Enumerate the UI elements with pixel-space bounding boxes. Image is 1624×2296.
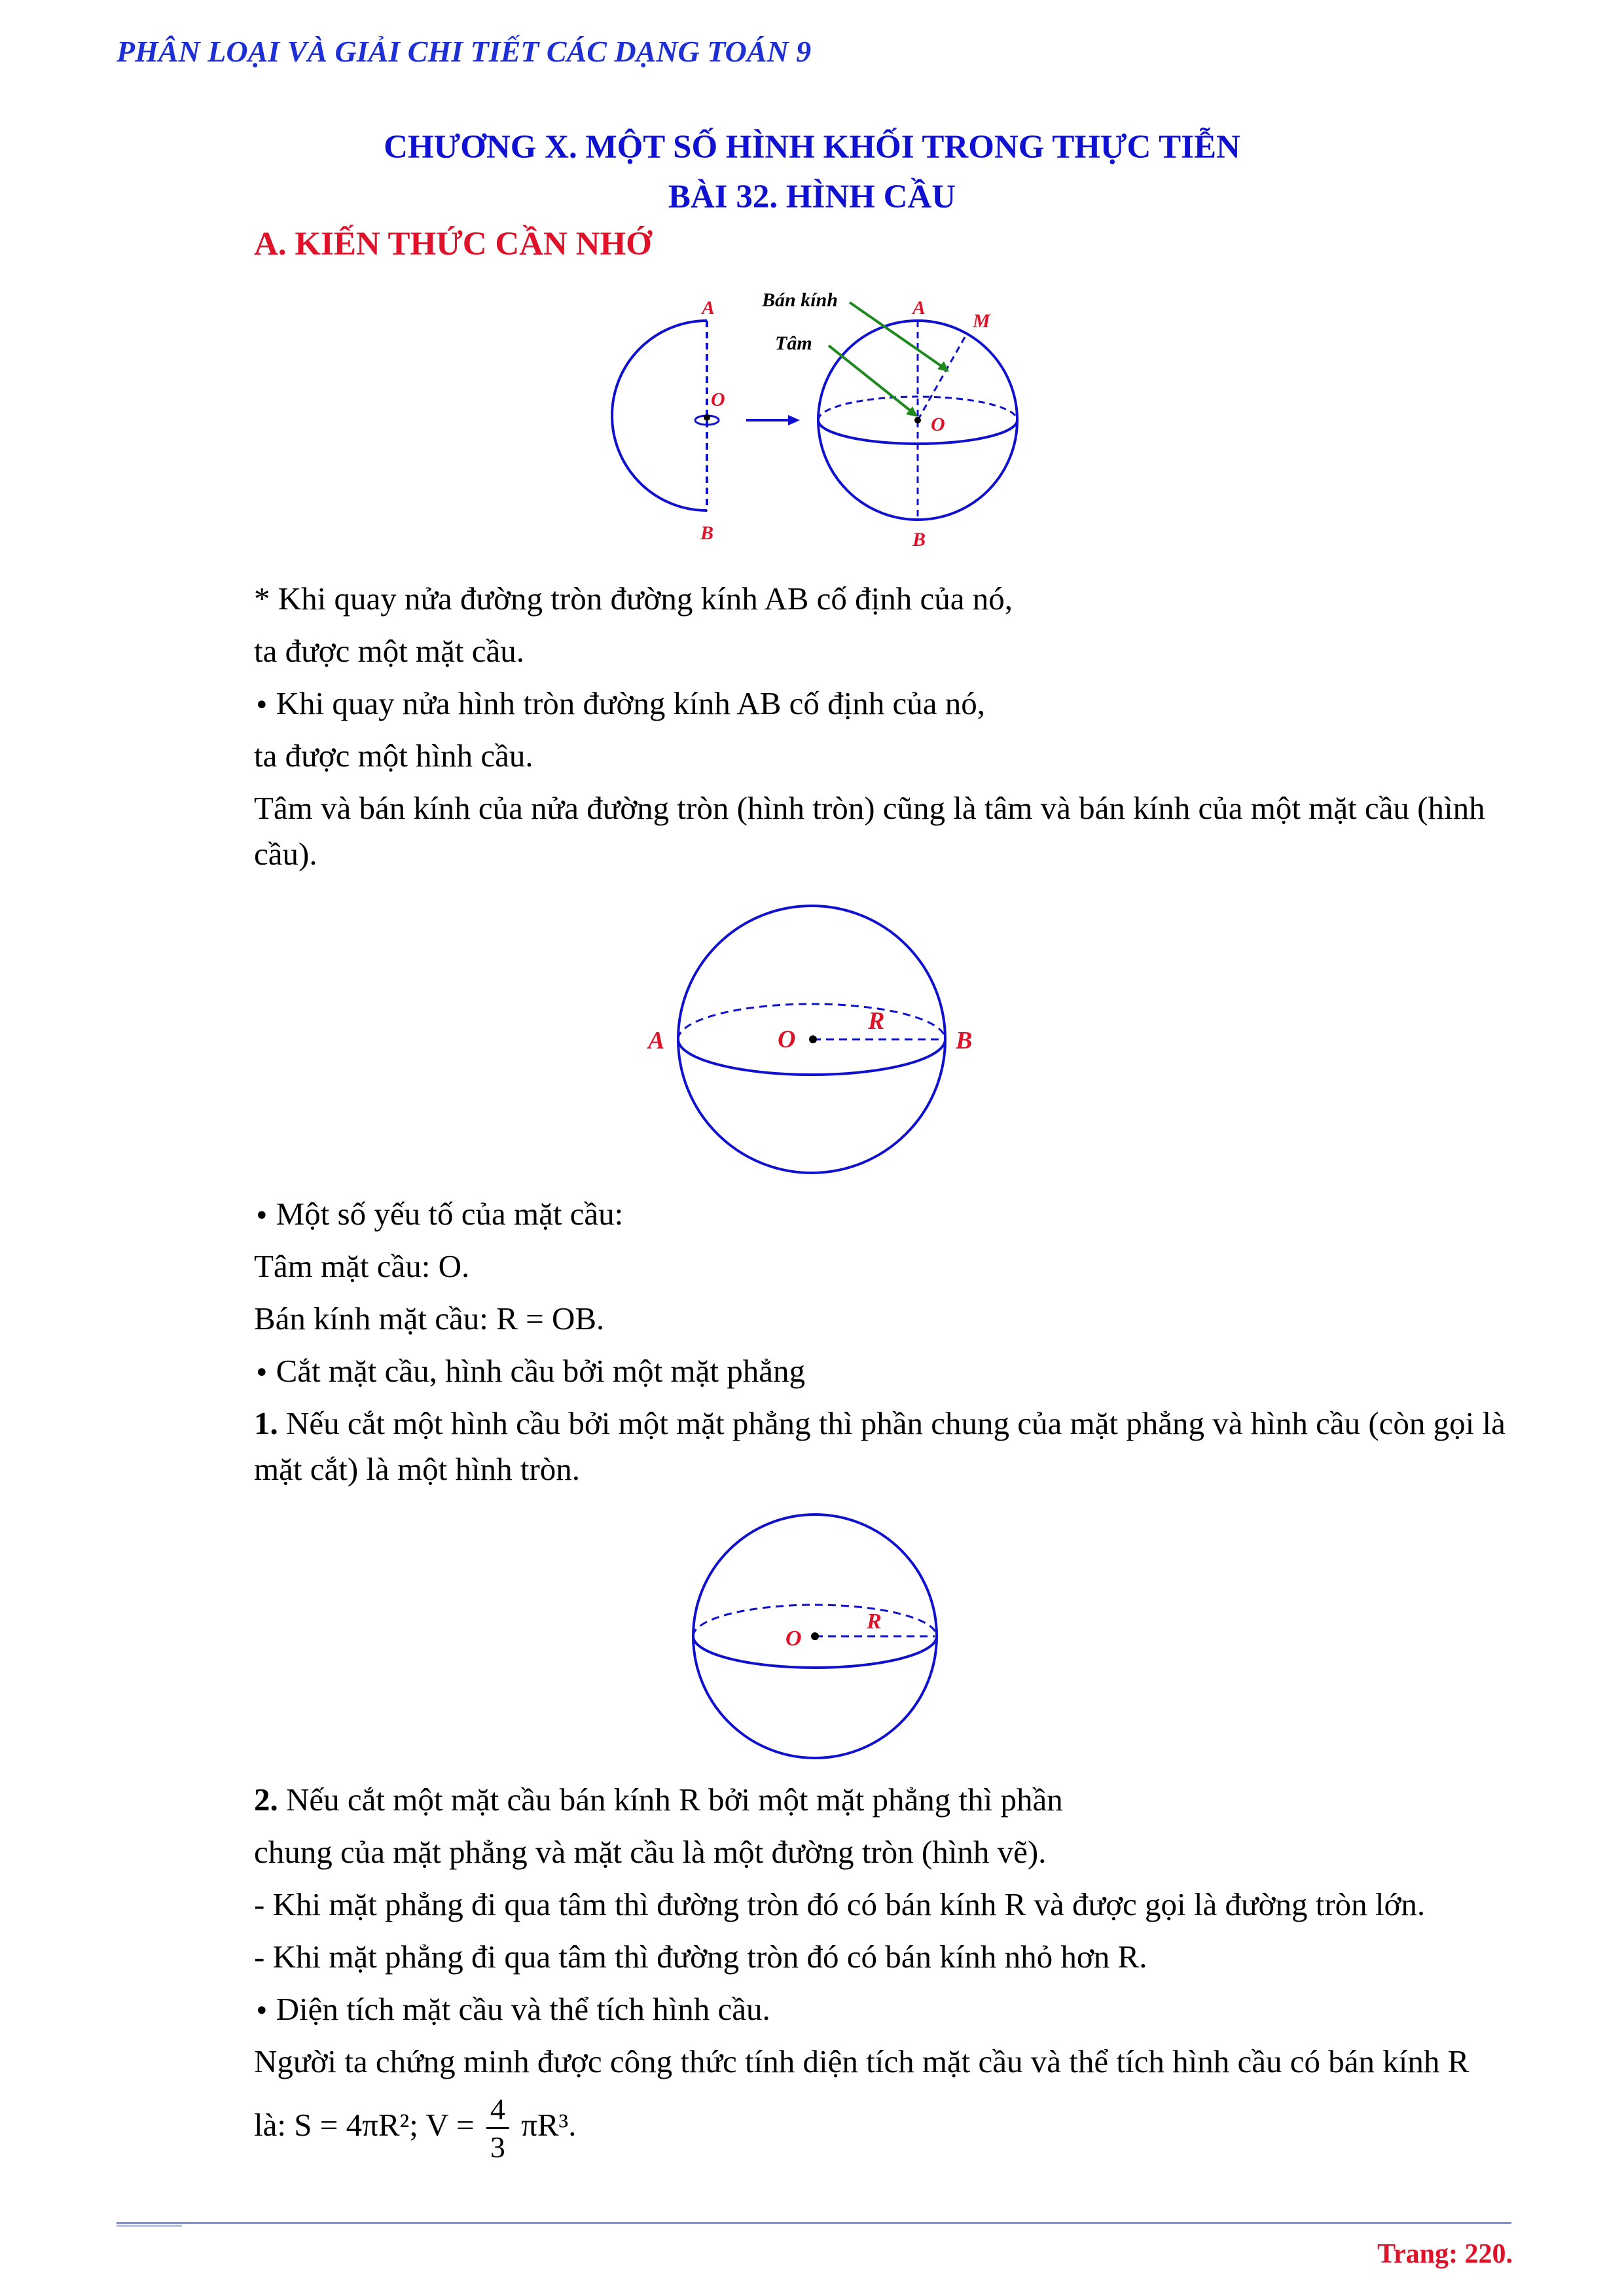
para-5: Tâm mặt cầu: O. <box>254 1248 470 1284</box>
para-12: • Diện tích mặt cầu và thể tích hình cầu. <box>254 1991 770 2027</box>
radius-caption: Bán kính <box>762 289 838 311</box>
para-1a: * Khi quay nửa đường tròn đường kính AB cố định của nó, <box>254 581 1013 617</box>
para-8: 1. Nếu cắt một hình cầu bởi một mặt phẳng thì phần chung của mặt phẳng và hình cầu (còn gọi là mặt cắt) là một hình tròn. <box>254 1405 1506 1487</box>
figure-rotation <box>589 281 1074 569</box>
fraction: $\frac{4}{3}$ <box>486 2091 509 2165</box>
right-label-b: B <box>912 529 926 550</box>
center-caption: Tâm <box>775 332 812 354</box>
bullet-icon: • <box>254 1358 270 1388</box>
page-number: Trang: 220. <box>1377 2239 1513 2269</box>
footer-divider <box>117 2222 1511 2224</box>
para-13: Người ta chứng minh được công thức tính diện tích mặt cầu và thể tích hình cầu có bán kính R <box>254 2043 1470 2079</box>
left-label-o: O <box>711 389 725 410</box>
label-b: B <box>956 1027 973 1054</box>
para-2a: • Khi quay nửa hình tròn đường kính AB cố định của nó, <box>254 685 986 721</box>
bullet-icon: • <box>254 1201 270 1231</box>
left-label-a: A <box>702 297 715 319</box>
figure-sphere-great-circle <box>641 897 995 1185</box>
para-4: • Một số yếu tố của mặt cầu: <box>254 1196 624 1232</box>
label-r: R <box>868 1007 885 1035</box>
para-1b: ta được một mặt cầu. <box>254 633 525 669</box>
formula-surface: S = 4πR²; <box>294 2106 418 2143</box>
para-10: - Khi mặt phẳng đi qua tâm thì đường tròn đó có bán kính R và được gọi là đường tròn lớn. <box>254 1886 1426 1922</box>
formula-line: là: S = 4πR²; V = $\frac{4}{3}$ πR³. <box>254 2091 1527 2165</box>
bullet-icon: • <box>254 691 270 721</box>
label-o: O <box>785 1626 802 1651</box>
para-6: Bán kính mặt cầu: R = OB. <box>254 1300 605 1336</box>
page-header: PHÂN LOẠI VÀ GIẢI CHI TIẾT CÁC DẠNG TOÁN 9 <box>117 35 812 68</box>
lesson-title: BÀI 32. HÌNH CẦU <box>668 179 956 215</box>
para-11: - Khi mặt phẳng đi qua tâm thì đường tròn đó có bán kính nhỏ hơn R. <box>254 1939 1147 1975</box>
right-label-a: A <box>912 297 926 319</box>
center-point <box>811 1632 819 1640</box>
right-label-m: M <box>973 310 990 332</box>
left-label-b: B <box>700 522 714 544</box>
section-circle-front <box>693 1636 937 1668</box>
para-3: Tâm và bán kính của nửa đường tròn (hình tròn) cũng là tâm và bán kính của một mặt cầu (hình cầu). <box>254 790 1485 872</box>
formula-volume: V = <box>425 2106 475 2143</box>
label-r: R <box>867 1609 882 1634</box>
center-pointer-arrow-icon <box>829 346 912 412</box>
section-a-heading: A. KIẾN THỨC CẦN NHỚ <box>254 226 652 262</box>
great-circle-front <box>678 1039 945 1075</box>
label-o: O <box>778 1026 796 1053</box>
half-circle-arc <box>612 321 707 511</box>
figure-sphere-section <box>681 1505 943 1767</box>
center-point <box>809 1035 817 1043</box>
chapter-title: CHƯƠNG X. MỘT SỐ HÌNH KHỐI TRONG THỰC TIỄN <box>384 129 1240 166</box>
great-circle-back <box>678 1004 945 1039</box>
sphere-center <box>914 417 921 423</box>
center-point <box>704 414 710 421</box>
para-9a: 2. Nếu cắt một mặt cầu bán kính R bởi một mặt phẳng thì phần <box>254 1782 1063 1818</box>
right-label-o: O <box>931 414 945 435</box>
bullet-icon: • <box>254 1996 270 2026</box>
para-7: • Cắt mặt cầu, hình cầu bởi một mặt phẳng <box>254 1353 805 1389</box>
label-a: A <box>648 1027 665 1054</box>
formula-volume-tail: πR³. <box>521 2106 577 2143</box>
para-2b: ta được một hình cầu. <box>254 738 533 774</box>
radius-om <box>918 332 967 420</box>
section-circle-back <box>693 1605 937 1636</box>
para-9b: chung của mặt phẳng và mặt cầu là một đường tròn (hình vẽ). <box>254 1834 1047 1870</box>
